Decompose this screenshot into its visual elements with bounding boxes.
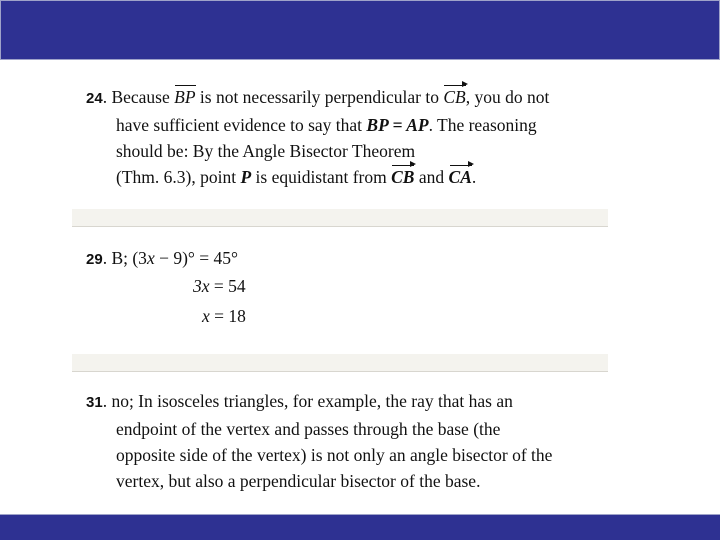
segment-bp: BP <box>174 84 195 110</box>
divider <box>72 209 608 227</box>
ray-cb: CB <box>443 84 465 110</box>
answer-24-line-1: 24. Because BP is not necessarily perpendicular to CB, you do not <box>86 84 601 112</box>
equation: BP = AP <box>366 115 429 135</box>
answer-31 <box>86 388 601 494</box>
answer-31-line-2: endpoint of the vertex and passes through the base (the <box>116 419 501 439</box>
answer-panel <box>72 60 608 514</box>
answer-31-line-4: vertex, but also a perpendicular bisector of the base. <box>116 471 481 491</box>
answer-24-line-2: have sufficient evidence to say that BP = AP. The reasoning <box>116 115 537 135</box>
answer-31-line-1: 31. no; In isosceles triangles, for example, the ray that has an <box>86 391 513 411</box>
answer-24 <box>86 84 601 190</box>
answer-number: 24 <box>86 90 103 107</box>
header-bar <box>0 0 720 60</box>
ray-ca: CA <box>449 164 472 190</box>
equation-line-3: x = 18 <box>202 306 246 326</box>
ray-cb: CB <box>391 164 414 190</box>
answer-29-line-1: 29. B; (3x − 9)° = 45° <box>86 248 239 268</box>
divider <box>72 354 608 372</box>
answer-29 <box>86 245 601 273</box>
answer-number: 31 <box>86 394 103 411</box>
answer-24-line-4: (Thm. 6.3), point P is equidistant from CB and CA. <box>86 164 601 190</box>
answer-31-line-3: opposite side of the vertex) is not only an angle bisector of the <box>116 445 553 465</box>
answer-number: 29 <box>86 251 103 268</box>
footer-bar <box>0 514 720 540</box>
equation-line-2: 3x = 54 <box>193 276 246 296</box>
answer-24-line-3: should be: By the Angle Bisector Theorem <box>116 141 416 161</box>
